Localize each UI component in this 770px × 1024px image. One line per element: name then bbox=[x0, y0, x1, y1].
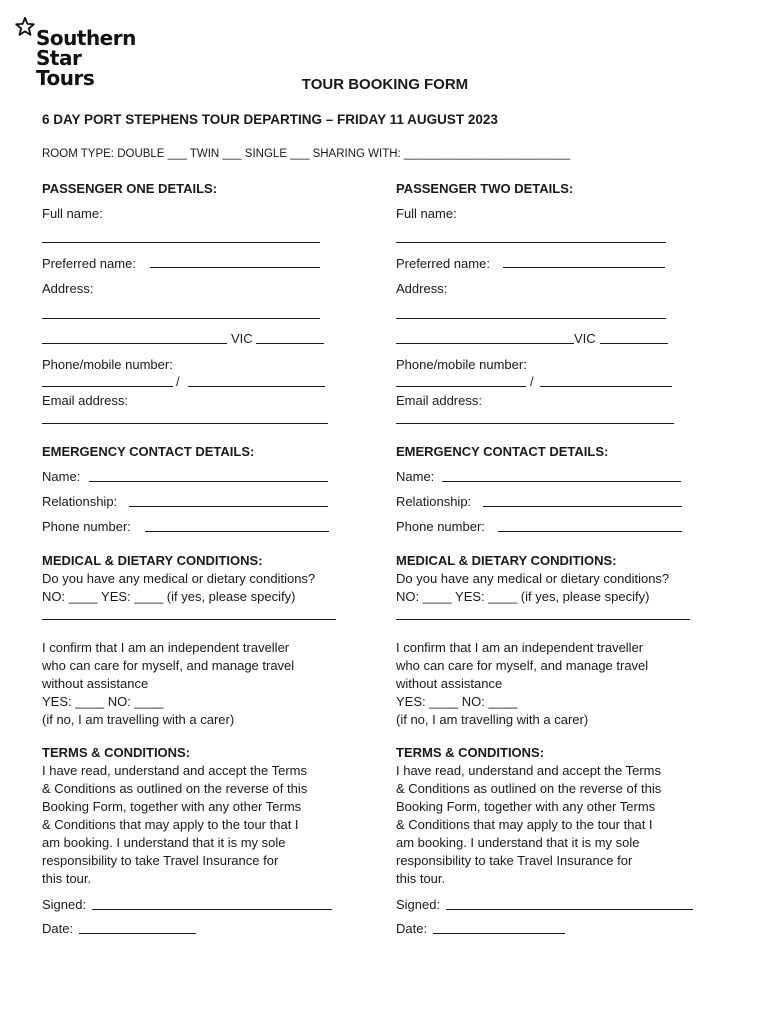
p1-full-name-label: Full name: bbox=[42, 206, 103, 221]
p1-signed-label: Signed: bbox=[42, 897, 87, 912]
p1-ec-name-label: Name: bbox=[42, 469, 81, 484]
tour-subtitle: 6 DAY PORT STEPHENS TOUR DEPARTING – FRIDAY 11 AUGUST 2023 bbox=[42, 112, 498, 127]
logo-text: Southern Star Tours bbox=[36, 26, 136, 90]
p2-ec-name-field[interactable] bbox=[442, 481, 681, 482]
p2-phone-label: Phone/mobile number: bbox=[396, 357, 527, 372]
p1-medical-heading: MEDICAL & DIETARY CONDITIONS: bbox=[42, 553, 263, 568]
p1-state-label: VIC bbox=[231, 331, 253, 346]
p2-email-label: Email address: bbox=[396, 393, 482, 408]
p2-phone-separator: / bbox=[530, 374, 534, 389]
p2-preferred-name-label: Preferred name: bbox=[396, 256, 490, 271]
p2-signed-label: Signed: bbox=[396, 897, 441, 912]
p1-ec-name-field[interactable] bbox=[89, 481, 328, 482]
p2-emergency-heading: EMERGENCY CONTACT DETAILS: bbox=[396, 444, 609, 459]
p1-address-line-1[interactable] bbox=[42, 318, 320, 319]
p1-email-label: Email address: bbox=[42, 393, 128, 408]
p1-postcode-field[interactable] bbox=[256, 343, 324, 344]
page-title: TOUR BOOKING FORM bbox=[301, 76, 469, 93]
p2-ec-phone-field[interactable] bbox=[498, 531, 682, 532]
p1-medical-specify-field[interactable] bbox=[42, 619, 336, 620]
p1-ec-phone-field[interactable] bbox=[145, 531, 329, 532]
p2-date-field[interactable] bbox=[433, 933, 565, 934]
p2-postcode-field[interactable] bbox=[600, 343, 668, 344]
p2-terms-heading: TERMS & CONDITIONS: bbox=[396, 745, 545, 760]
p1-ec-phone-label: Phone number: bbox=[42, 519, 131, 534]
p1-address-label: Address: bbox=[42, 281, 94, 296]
p1-email-field[interactable] bbox=[42, 423, 328, 424]
p1-confirm-text: I confirm that I am an independent traveller who can care for myself, and manage travel without assistance YES: ____ NO: ____ (if no, I am travelling with a carer) bbox=[42, 640, 295, 727]
p1-date-label: Date: bbox=[42, 921, 74, 936]
p1-ec-relationship-field[interactable] bbox=[129, 506, 328, 507]
p2-medical-answer[interactable]: NO: ____ YES: ____ (if yes, please specify) bbox=[396, 589, 650, 604]
p2-medical-question: Do you have any medical or dietary conditions? bbox=[396, 571, 670, 586]
p1-preferred-name-field[interactable] bbox=[150, 267, 320, 268]
p1-emergency-heading: EMERGENCY CONTACT DETAILS: bbox=[42, 444, 255, 459]
p1-terms-text: I have read, understand and accept the Terms & Conditions as outlined on the reverse of this Booking Form, together with any other Terms & Conditions that may apply to the tour that I am booking. I understand that it is my sole responsibility to take Travel Insurance for this tour. bbox=[42, 763, 308, 886]
p1-medical-answer[interactable]: NO: ____ YES: ____ (if yes, please specify) bbox=[42, 589, 296, 604]
p2-state-label: VIC bbox=[574, 331, 596, 346]
passenger-two-heading: PASSENGER TWO DETAILS: bbox=[396, 181, 574, 196]
p1-preferred-name-label: Preferred name: bbox=[42, 256, 136, 271]
p1-full-name-field[interactable] bbox=[42, 242, 320, 243]
p2-full-name-field[interactable] bbox=[396, 242, 666, 243]
p1-date-field[interactable] bbox=[79, 933, 196, 934]
p2-confirm-text: I confirm that I am an independent traveller who can care for myself, and manage travel without assistance YES: ____ NO: ____ (if no, I am travelling with a carer) bbox=[396, 640, 649, 727]
p2-address-line-2[interactable] bbox=[396, 343, 574, 344]
p2-medical-specify-field[interactable] bbox=[396, 619, 690, 620]
p2-email-field[interactable] bbox=[396, 423, 674, 424]
p1-address-line-2[interactable] bbox=[42, 343, 227, 344]
p2-phone-field[interactable] bbox=[396, 386, 526, 387]
p1-phone-field[interactable] bbox=[42, 386, 173, 387]
p1-terms-heading: TERMS & CONDITIONS: bbox=[42, 745, 191, 760]
p1-phone-separator: / bbox=[176, 374, 180, 389]
p2-address-line-1[interactable] bbox=[396, 318, 666, 319]
p2-full-name-label: Full name: bbox=[396, 206, 457, 221]
p2-ec-relationship-field[interactable] bbox=[483, 506, 682, 507]
p1-ec-relationship-label: Relationship: bbox=[42, 494, 118, 509]
passenger-one-heading: PASSENGER ONE DETAILS: bbox=[42, 181, 218, 196]
p2-preferred-name-field[interactable] bbox=[503, 267, 665, 268]
star-outline-icon bbox=[14, 16, 36, 38]
p2-address-label: Address: bbox=[396, 281, 448, 296]
p1-mobile-field[interactable] bbox=[188, 386, 325, 387]
p1-phone-label: Phone/mobile number: bbox=[42, 357, 173, 372]
p2-ec-relationship-label: Relationship: bbox=[396, 494, 472, 509]
p2-terms-text: I have read, understand and accept the Terms & Conditions as outlined on the reverse of this Booking Form, together with any other Terms & Conditions that may apply to the tour that I am booking. I understand that it is my sole responsibility to take Travel Insurance for this tour. bbox=[396, 763, 662, 886]
p2-ec-name-label: Name: bbox=[396, 469, 435, 484]
p1-medical-question: Do you have any medical or dietary conditions? bbox=[42, 571, 316, 586]
p2-mobile-field[interactable] bbox=[540, 386, 672, 387]
p2-medical-heading: MEDICAL & DIETARY CONDITIONS: bbox=[396, 553, 617, 568]
p2-ec-phone-label: Phone number: bbox=[396, 519, 485, 534]
room-type-line[interactable]: ROOM TYPE: DOUBLE ___ TWIN ___ SINGLE ___ SHARING WITH: __________________________ bbox=[42, 148, 571, 160]
p1-signature-field[interactable] bbox=[92, 909, 332, 910]
p2-signature-field[interactable] bbox=[446, 909, 693, 910]
p2-date-label: Date: bbox=[396, 921, 428, 936]
